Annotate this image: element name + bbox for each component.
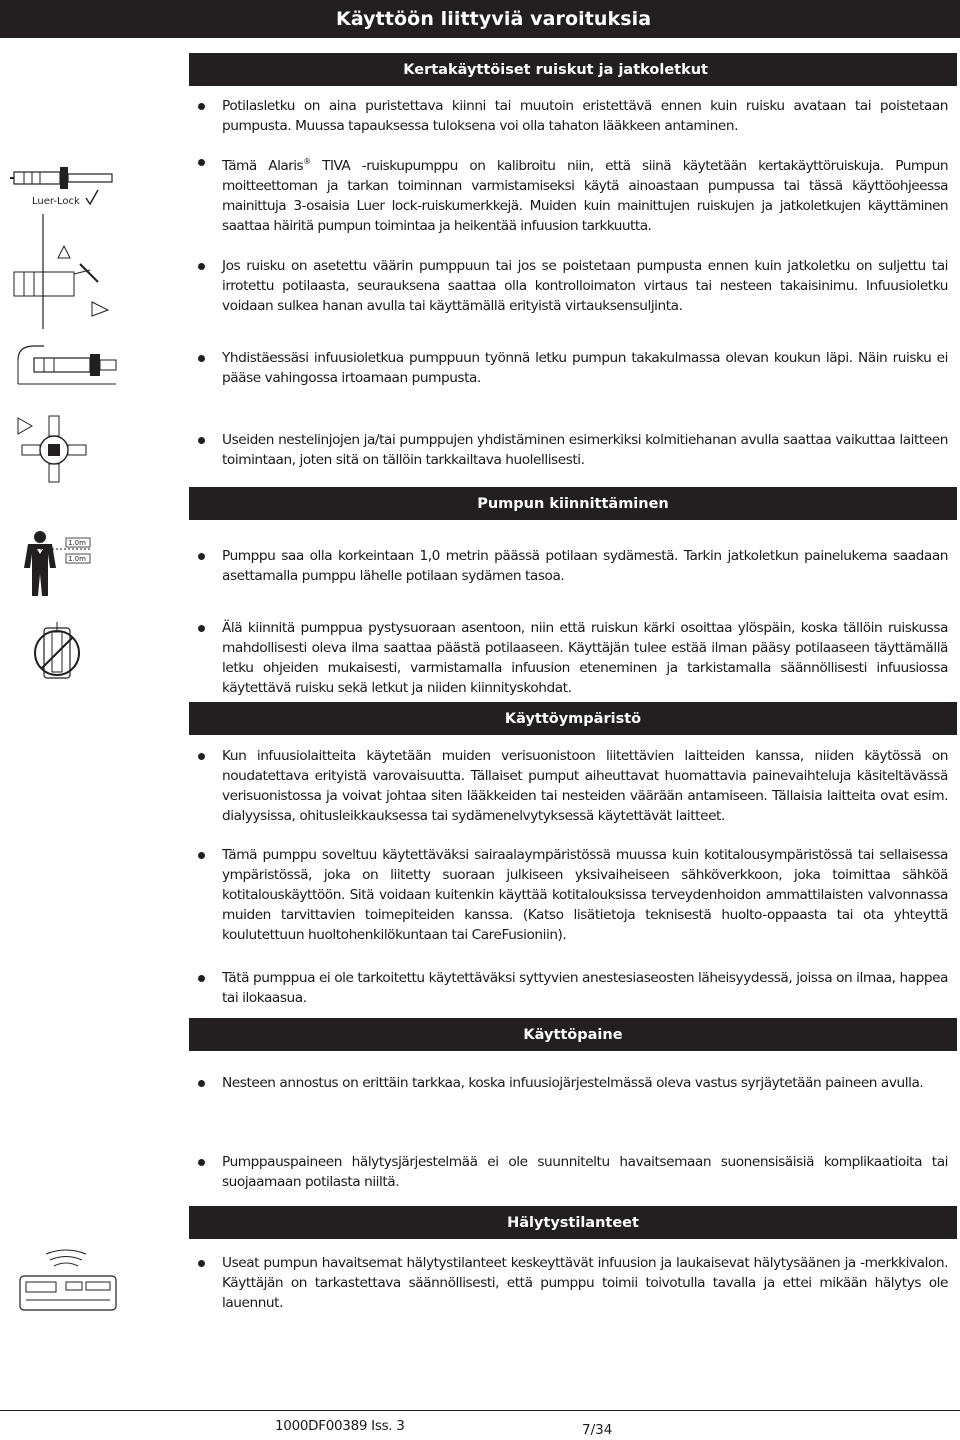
bullet-dot (198, 437, 205, 444)
bullet-dot (198, 159, 205, 166)
syringe-icon (10, 164, 120, 334)
three-way-tap-icon (12, 408, 92, 488)
list-item (198, 1152, 948, 1192)
section-heading-text: Käyttöympäristö (504, 710, 642, 727)
list-item (198, 152, 948, 236)
pump-alarm-icon (16, 1246, 126, 1316)
section-heading-text: Hälytystilanteet (507, 1214, 639, 1231)
document-code: 1000DF00389 Iss. 3 (275, 1418, 405, 1434)
patient-height-icon (18, 530, 98, 600)
paragraph: Useiden nestelinjojen ja/tai pumppujen yhdistäminen esimerkiksi kolmitiehanan avulla saattaa vaikuttaa laitteen toimintaan, joten sitä on tällöin tarkkailtava huolellisesti. (222, 432, 948, 468)
bullet-dot (198, 103, 205, 110)
paragraph: Jos ruisku on asetettu väärin pumppuun tai jos se poistetaan pumpusta ennen kuin jatkoletku on suljettu tai irrotettu potilaasta, seurauksena saattaa olla kontrolloimaton virtaus tai nesteen takaisinimu. Infuusioletku voidaan sulkea hanan avulla tai käyttämällä erityistä virtauksensuljinta. (222, 258, 948, 314)
section-heading-mounting (189, 487, 957, 520)
list-item (198, 845, 948, 945)
list-item (198, 546, 948, 586)
bullet-dot (198, 355, 205, 362)
paragraph: Nesteen annostus on erittäin tarkkaa, koska infuusiojärjestelmässä oleva vastus syrjäytetään paineen avulla. (222, 1075, 924, 1091)
paragraph: Yhdistäessäsi infuusioletkua pumppuun työnnä letku pumpun takakulmassa olevan koukun läpi. Näin ruisku ei pääse vahingossa irtoamaan pumpusta. (222, 350, 948, 386)
paragraph: Älä kiinnitä pumppua pystysuoraan asentoon, niin että ruiskun kärki osoittaa ylöspäin, koska tällöin ruiskussa mahdollisesti oleva ilma saattaa päästä potilaaseen. Käyttäjän tulee estää ilman pääsy potilaaseen täyttämällä letku ohjeiden mukaisesti, varmistamalla infuusion eteneminen ja tarkistamalla säännöllisesti infuusiossa käytettävä ruisku sekä letkut ja niiden kiinnityskohdat. (222, 620, 948, 696)
paragraph: Pumppauspaineen hälytysjärjestelmää ei ole suunniteltu havaitsemaan suonensisäisiä komplikaatioita tai suojaamaan potilasta niiltä. (222, 1154, 948, 1190)
bullet-dot (198, 852, 205, 859)
list-item (198, 968, 948, 1008)
bullet-dot (198, 753, 205, 760)
section-heading-alarms (189, 1206, 957, 1239)
paragraph: Pumppu saa olla korkeintaan 1,0 metrin päässä potilaan sydämestä. Tarkin jatkoletkun painelukema saadaan asettamalla pumppu lähelle potilaan sydämen tasoa. (222, 548, 948, 584)
paragraph: Tämä Alaris® TIVA -ruiskupumppu on kalibroitu niin, että siinä käytetään kertakäyttöruiskuja. Pumpun moitteettoman ja tarkan toiminnan varmistamiseksi käytä ainoastaan pumpussa tai tässä käyttöohjeessa mainittuja 3-osaisia Luer lock-ruiskumerkkejä. Muiden kuin mainittujen ruiskujen ja jatkoletkujen käyttäminen saattaa häiritä pumpun toimintaa ja heikentää infuusion tarkkuutta. (222, 157, 948, 234)
bullet-dot (198, 1159, 205, 1166)
bullet-dot (198, 1080, 205, 1087)
paragraph: Kun infuusiolaitteita käytetään muiden verisuonistoon liitettävien laitteiden kanssa, niiden käytössä on noudatettava erityistä varovaisuutta. Tällaiset pumput aiheuttavat huomattavia painevaihteluja käsiteltävässä verisuonistossa ja voivat johtaa siten lääkkeiden tai nesteiden väärään antamiseen. Tällaisia laitteita ovat esim. dialyysissa, ohitusleikkauksessa tai sydämenelvytyksessä käytettävät laitteet. (222, 748, 948, 824)
section-heading-pressure (189, 1018, 957, 1051)
bullet-dot (198, 553, 205, 560)
list-item (198, 618, 948, 698)
svg-text:1.0m: 1.0m (68, 555, 86, 563)
section-heading-text: Käyttöpaine (523, 1026, 623, 1043)
pump-hook-icon (12, 340, 122, 390)
list-item (198, 430, 948, 470)
list-item (198, 256, 948, 316)
list-item (198, 1073, 948, 1093)
section-heading-text: Kertakäyttöiset ruiskut ja jatkoletkut (403, 61, 708, 78)
list-item (198, 96, 948, 136)
no-vertical-mount-icon (30, 620, 90, 690)
footer-divider (0, 1410, 960, 1411)
bullet-dot (198, 975, 205, 982)
bullet-dot (198, 1260, 205, 1267)
paragraph: Useat pumpun havaitsemat hälytystilanteet keskeyttävät infuusion ja laukaisevat hälytysäänen ja -merkkivalon. Käyttäjän on tarkastettava säännöllisesti, että pumppu toimii toivotulla tavalla ja ettei mikään hälytys ole lauennut. (222, 1255, 948, 1311)
list-item (198, 746, 948, 826)
paragraph: Tämä pumppu soveltuu käytettäväksi sairaalaympäristössä muussa kuin kotitalousympäristössä tai sellaisessa ympäristössä, joka on liitetty suoraan julkiseen yksivaiheiseen sähköverkkoon, joka toimittaa sähköä kotitalouskäyttöön. Sitä voidaan kuitenkin käyttää kotitalouksissa terveydenhoidon ammattilaisten valvonnassa muiden tarvittavien toimepiteiden kanssa. (Katso lisätietoja teknisestä huolto-oppaasta tai ota yhteyttä koulutettuun huoltohenkilökuntaan tai CareFusioniin). (222, 847, 948, 943)
paragraph: Tätä pumppua ei ole tarkoitettu käytettäväksi syttyvien anestesiaseosten läheisyydessä, joissa on ilmaa, happea tai ilokaasua. (222, 970, 948, 1006)
paragraph: Potilasletku on aina puristettava kiinni tai muutoin eristettävä ennen kuin ruisku avataan tai poistetaan pumpusta. Muussa tapauksessa tuloksena voi olla tahaton lääkkeen antaminen. (222, 98, 948, 134)
svg-text:Luer-Lock: Luer-Lock (32, 196, 80, 207)
section-heading-environment (189, 702, 957, 735)
list-item (198, 1253, 948, 1313)
svg-text:1.0m: 1.0m (68, 539, 86, 547)
bullet-dot (198, 263, 205, 270)
bullet-dot (198, 625, 205, 632)
section-heading-disposables (189, 53, 957, 86)
page-number: 7/34 (582, 1422, 613, 1438)
page-title: Käyttöön liittyviä varoituksia (0, 0, 960, 38)
list-item (198, 348, 948, 388)
section-heading-text: Pumpun kiinnittäminen (477, 495, 669, 512)
